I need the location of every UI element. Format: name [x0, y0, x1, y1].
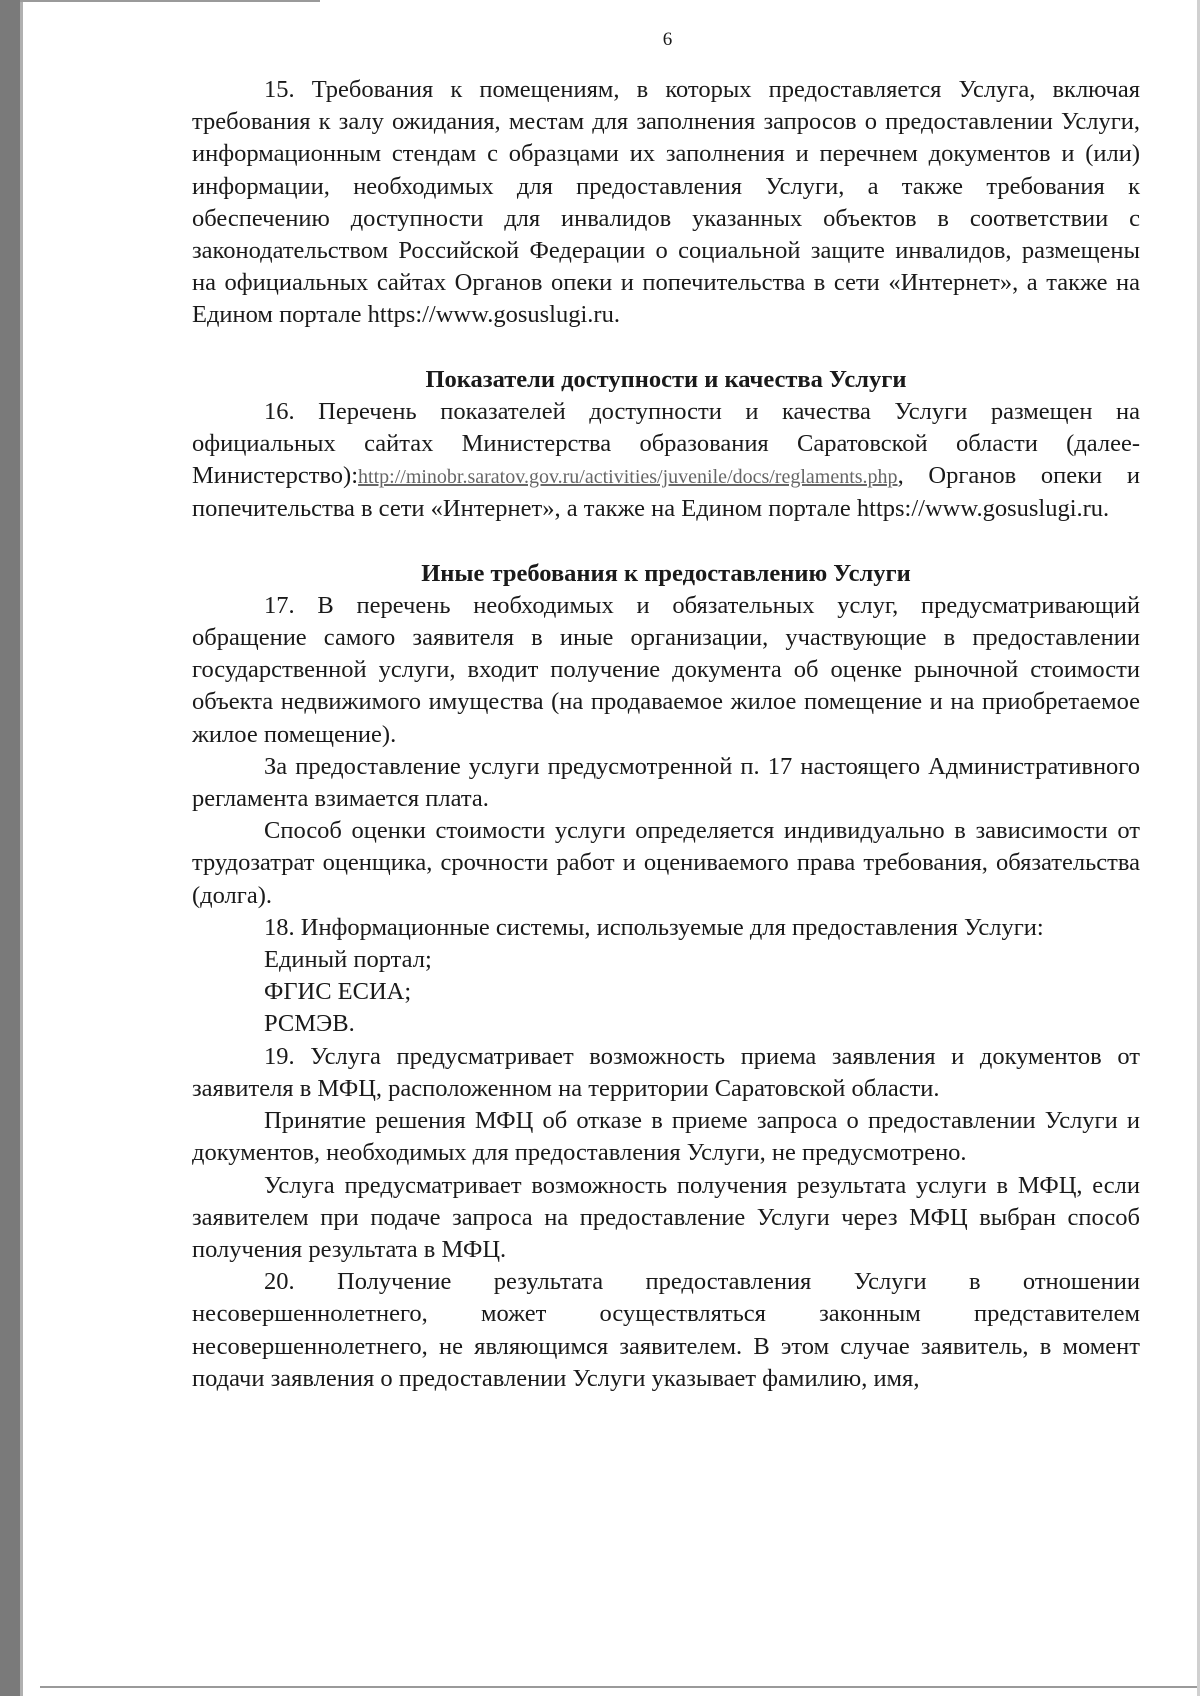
- spacer: [192, 526, 1140, 558]
- paragraph-19-refusal: Принятие решения МФЦ об отказе в приеме запроса о предоставлении Услуги и документов, необходимых для предоставления Услуги, не предусмотрено.: [192, 1107, 1140, 1167]
- section-heading-other: Иные требования к предоставлению Услуги: [421, 559, 911, 587]
- list-item: Единый портал;: [264, 946, 432, 974]
- spacer: [192, 332, 1140, 364]
- paragraph-19: 19. Услуга предусматривает возможность приема заявления и документов от заявителя в МФЦ, расположенном на территории Саратовской области.: [192, 1042, 1140, 1102]
- ministry-link[interactable]: http://minobr.saratov.gov.ru/activities/juvenile/docs/reglaments.php: [358, 466, 898, 489]
- paragraph-19-result: Услуга предусматривает возможность получения результата услуги в МФЦ, если заявителем при подаче запроса на предоставление Услуги через МФЦ выбран способ получения результата в МФЦ.: [192, 1171, 1140, 1263]
- scan-top-line: [20, 0, 320, 2]
- list-item: ФГИС ЕСИА;: [264, 978, 412, 1006]
- scan-edge-light: [20, 0, 23, 1696]
- paragraph-15: 15. Требования к помещениям, в которых предоставляется Услуга, включая требования к залу ожидания, местам для заполнения запросов о предоставлении Услуги, информационным стендам с образцами их заполнения и перечнем документов и (или) информации, необходимых для предоставления Услуги, а также требования к обеспечению доступности для инвалидов указанных объектов в соответствии с законодательством Российской Федерации о социальной защите инвалидов, размещены на официальных сайтах Органов опеки и попечительства в сети «Интернет», а также на Едином портале https://www.gosuslugi.ru.: [192, 76, 1140, 329]
- section-heading-quality: Показатели доступности и качества Услуги: [425, 365, 907, 393]
- page-number: 6: [662, 29, 673, 50]
- paragraph-17: 17. В перечень необходимых и обязательных услуг, предусматривающий обращение самого заявителя в иные организации, участвующие в предоставлении государственной услуги, входит получение документа об оценке рыночной стоимости объекта недвижимого имущества (на продаваемое жилое помещение и на приобретаемое жилое помещение).: [192, 591, 1140, 748]
- paragraph-18: 18. Информационные системы, используемые для предоставления Услуги:: [264, 913, 1044, 941]
- paragraph-20: 20. Получение результата предоставления Услуги в отношении несовершеннолетнего, может осуществляться законным представителем несовершеннолетнего, не являющимся заявителем. В этом случае заявитель, в момент подачи заявления о предоставлении Услуги указывает фамилию, имя,: [192, 1268, 1140, 1392]
- scan-edge-dark: [0, 0, 20, 1696]
- scan-bottom-line: [40, 1686, 1200, 1688]
- document-body: [192, 74, 1140, 1395]
- paragraph-16: [192, 396, 1140, 526]
- list-item: РСМЭВ.: [264, 1010, 355, 1038]
- paragraph-17-method: Способ оценки стоимости услуги определяется индивидуально в зависимости от трудозатрат оценщика, срочности работ и оцениваемого права требования, обязательства (долга).: [192, 817, 1140, 909]
- paragraph-16-text: 16. Перечень показателей доступности и качества Услуги размещен на официальных сайтах Министерства образования Саратовской области (далее-Министерство):: [192, 397, 1140, 490]
- paragraph-17-fee: За предоставление услуги предусмотренной п. 17 настоящего Административного регламента взимается плата.: [192, 752, 1140, 813]
- paragraph-16-text-end: , Органов опеки и попечительства в сети «Интернет», а также на Едином портале https://www.gosuslugi.ru.: [192, 462, 1140, 523]
